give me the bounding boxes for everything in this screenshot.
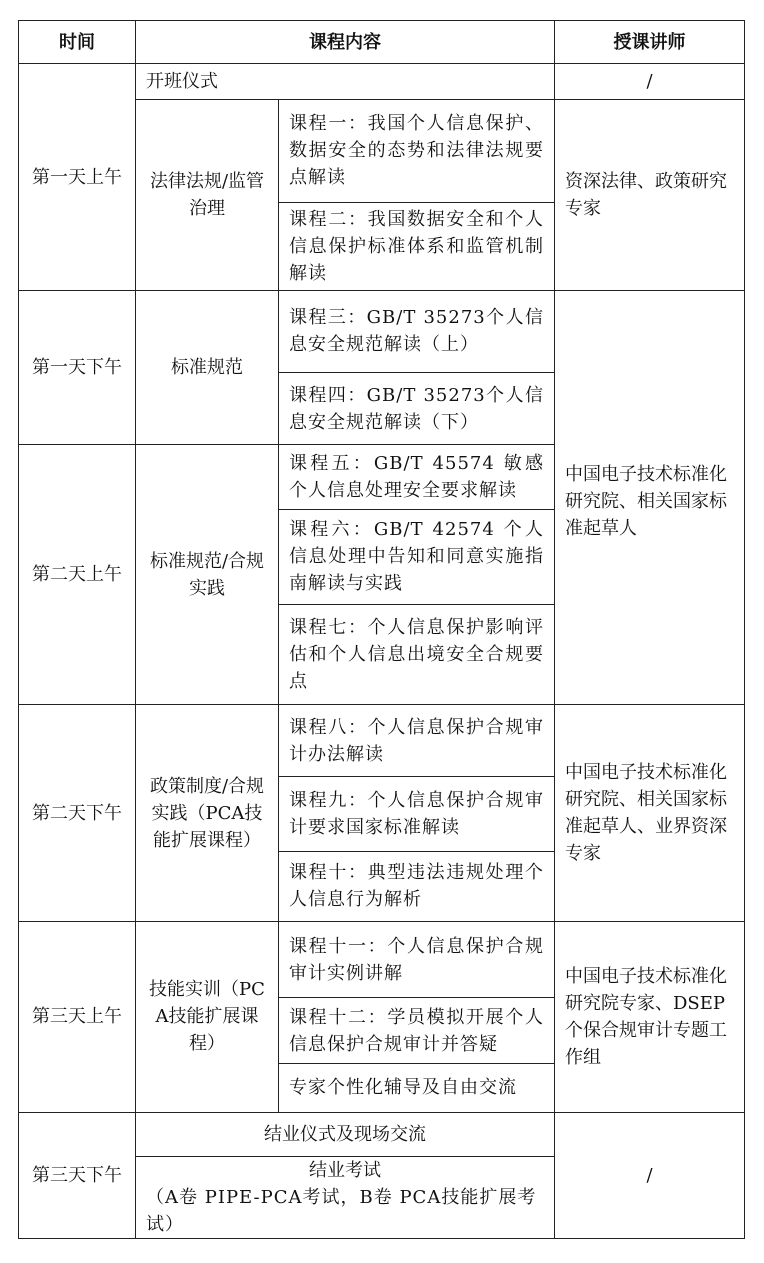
day3-pm-lecturer: / [555, 1112, 745, 1239]
day1-am-time: 第一天上午 [19, 64, 136, 291]
course-5: 课程五：GB/T 45574 敏感个人信息处理安全要求解读 [279, 445, 555, 509]
day2-am-time: 第二天上午 [19, 445, 136, 705]
day1-am-lecturer: 资深法律、政策研究专家 [555, 100, 745, 291]
opening-lecturer: / [555, 64, 745, 100]
exam-detail: （A卷 PIPE-PCA考试，B卷 PCA技能扩展考试） [146, 1186, 537, 1235]
course-2: 课程二：我国数据安全和个人信息保护标准体系和监管机制解读 [279, 202, 555, 290]
header-content: 课程内容 [136, 21, 555, 64]
course-9: 课程九：个人信息保护合规审计要求国家标准解读 [279, 777, 555, 851]
header-time: 时间 [19, 21, 136, 64]
course-7: 课程七：个人信息保护影响评估和个人信息出境安全合规要点 [279, 604, 555, 704]
day1-pm-module: 标准规范 [136, 290, 279, 445]
exam-title: 结业考试 [309, 1159, 381, 1181]
course-3: 课程三：GB/T 35273个人信息安全规范解读（上） [279, 290, 555, 372]
course-12: 课程十二：学员模拟开展个人信息保护合规审计并答疑 [279, 998, 555, 1064]
day3-pm-time: 第三天下午 [19, 1112, 136, 1239]
day2-pm-time: 第二天下午 [19, 705, 136, 922]
opening-ceremony: 开班仪式 [136, 64, 555, 100]
day2-pm-module: 政策制度/合规实践（PCA技能扩展课程） [136, 705, 279, 922]
day3-am-time: 第三天上午 [19, 921, 136, 1112]
schedule-table [18, 20, 744, 1239]
day3-am-lecturer: 中国电子技术标准化研究院专家、DSEP个保合规审计专题工作组 [555, 921, 745, 1112]
day3-am-module: 技能实训（PCA技能扩展课程） [136, 921, 279, 1112]
course-1: 课程一：我国个人信息保护、数据安全的态势和法律法规要点解读 [279, 100, 555, 202]
day1-pm-time: 第一天下午 [19, 290, 136, 445]
header-lecturer: 授课讲师 [555, 21, 745, 64]
day1-am-module: 法律法规/监管治理 [136, 100, 279, 291]
course-13: 专家个性化辅导及自由交流 [279, 1064, 555, 1112]
day2-am-module: 标准规范/合规实践 [136, 445, 279, 705]
course-8: 课程八：个人信息保护合规审计办法解读 [279, 705, 555, 777]
course-6: 课程六：GB/T 42574 个人信息处理中告知和同意实施指南解读与实践 [279, 509, 555, 604]
course-4: 课程四：GB/T 35273个人信息安全规范解读（下） [279, 373, 555, 445]
course-10: 课程十：典型违法违规处理个人信息行为解析 [279, 851, 555, 921]
day1pm-day2am-lecturer: 中国电子技术标准化研究院、相关国家标准起草人 [555, 290, 745, 704]
closing-ceremony: 结业仪式及现场交流 [136, 1112, 555, 1156]
day2-pm-lecturer: 中国电子技术标准化研究院、相关国家标准起草人、业界资深专家 [555, 705, 745, 922]
final-exam [136, 1156, 555, 1238]
course-11: 课程十一：个人信息保护合规审计实例讲解 [279, 921, 555, 997]
